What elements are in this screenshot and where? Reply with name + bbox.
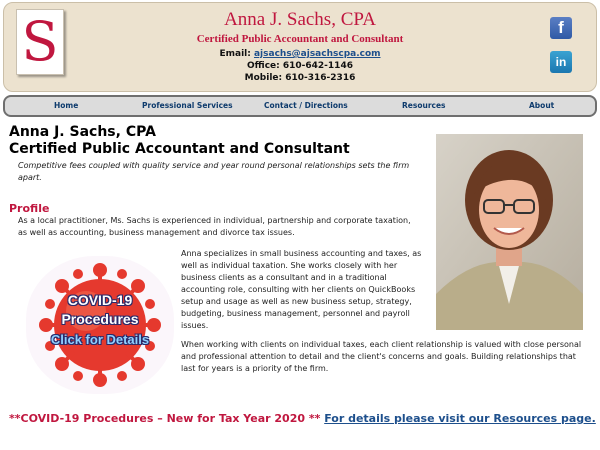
email-label: Email:	[219, 49, 251, 59]
nav-about[interactable]: About	[529, 101, 555, 110]
brand-name: Anna J. Sachs, CPA	[224, 9, 376, 30]
brand-subtitle: Certified Public Accountant and Consultant	[196, 33, 404, 45]
main-nav	[3, 95, 597, 117]
portrait-photo	[436, 134, 583, 330]
site-header	[3, 2, 597, 92]
profile-paragraph-1: As a local practitioner, Ms. Sachs is experienced in individual, partnership and corporate taxation, as well as accounting, business management and divorce tax issues.	[18, 216, 411, 237]
tagline: Competitive fees coupled with quality service and year round personal relationships sets the firm apart.	[18, 161, 410, 182]
covid-notice-text: **COVID-19 Procedures – New for Tax Year 2020 **	[9, 412, 321, 425]
contact-email	[4, 49, 596, 59]
email-link[interactable]: ajsachs@ajsachscpa.com	[253, 49, 381, 59]
nav-home[interactable]: Home	[54, 101, 79, 110]
resources-page-link[interactable]: For details please visit our Resources page.	[324, 412, 596, 425]
logo-letter: S	[21, 10, 59, 73]
covid-banner-line1: COVID-19	[67, 292, 133, 308]
nav-professional-services[interactable]: Professional Services	[142, 101, 233, 110]
nav-contact-directions[interactable]: Contact / Directions	[264, 101, 348, 110]
covid-banner[interactable]	[26, 256, 174, 394]
nav-resources[interactable]: Resources	[402, 101, 446, 110]
linkedin-icon[interactable]: in	[550, 51, 572, 73]
covid-banner-line2: Procedures	[61, 311, 139, 327]
covid-notice	[9, 412, 596, 425]
covid-banner-line3: Click for Details	[50, 332, 150, 347]
facebook-icon[interactable]: f	[550, 17, 572, 39]
profile-paragraph-3: When working with clients on individual taxes, each client relationship is valued with close personal and professional attention to detail and the client's concerns and goals. Building relationships that last for years is a priority of the firm.	[181, 340, 582, 373]
portrait-illustration	[436, 134, 583, 330]
contact-mobile: Mobile: 610-316-2316	[244, 73, 356, 83]
profile-paragraph-2: Anna specializes in small business accounting and taxes, as well as individual taxation. She works closely with her business clients as a consultant and in a traditional accounting role, consulting with her clients on QuickBooks setup and usage as well as new business setup, strategy, budgeting, business management, personnel and payroll issues.	[181, 249, 422, 330]
page-title: Anna J. Sachs, CPA	[9, 124, 156, 140]
contact-office: Office: 610-642-1146	[247, 61, 353, 71]
profile-heading: Profile	[9, 202, 50, 215]
page-subtitle: Certified Public Accountant and Consultant	[9, 141, 350, 157]
